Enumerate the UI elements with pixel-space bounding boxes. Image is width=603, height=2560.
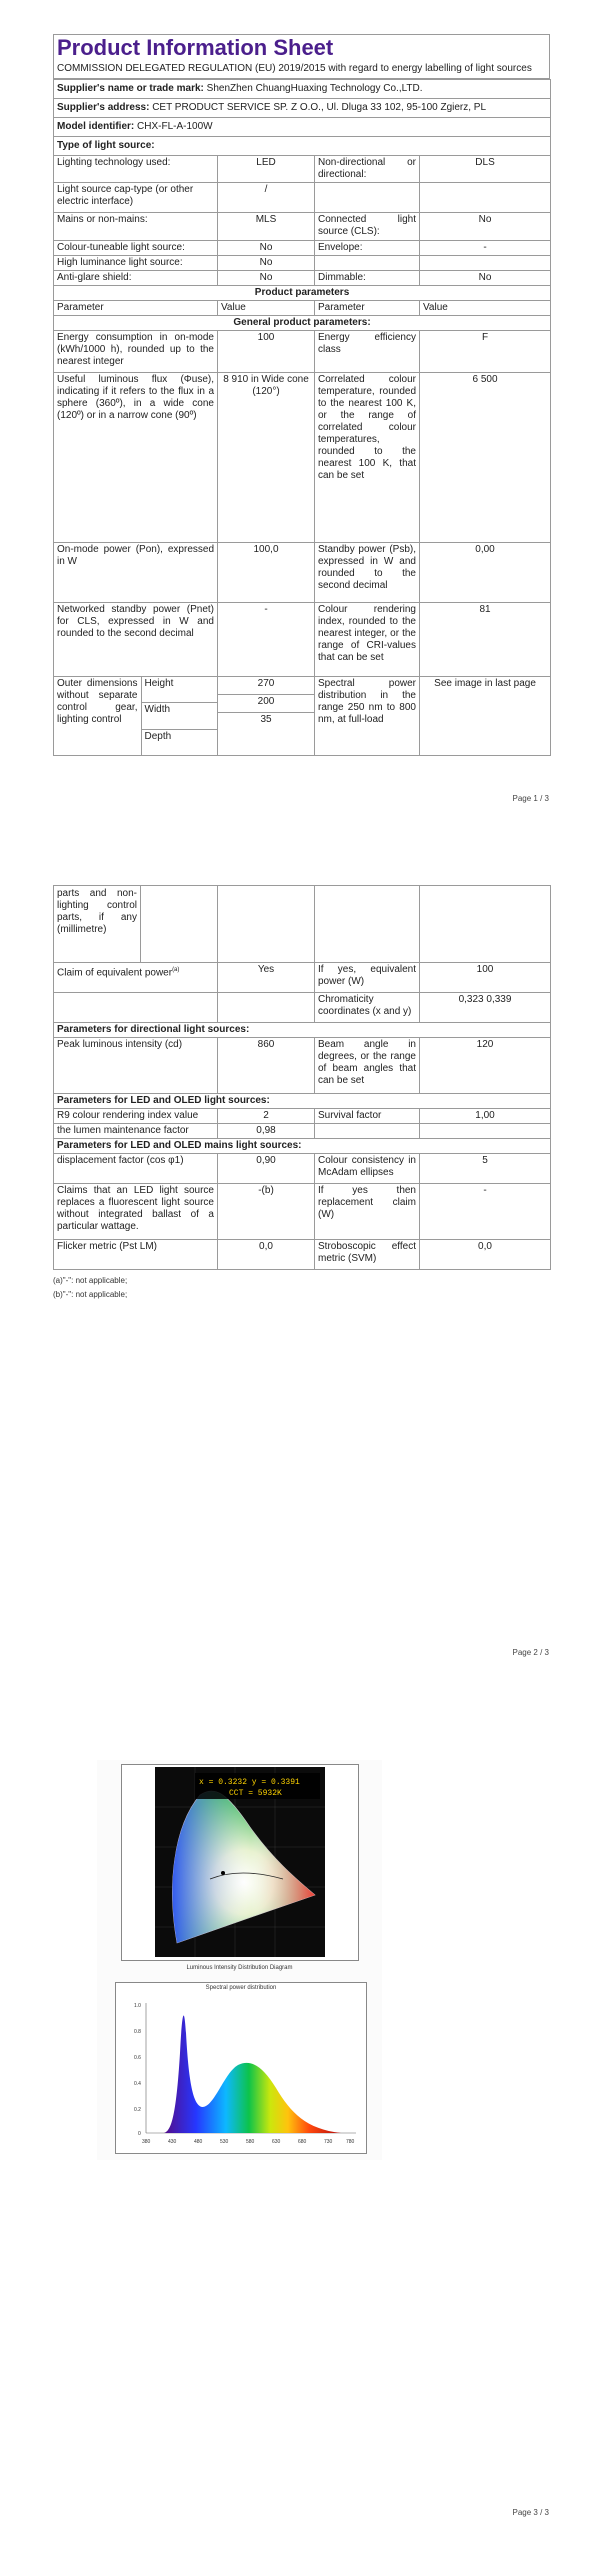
led-heading: Parameters for LED and OLED light sources:: [54, 1094, 551, 1109]
param-name: Chromaticity coordinates (x and y): [315, 993, 420, 1023]
col-header: Parameter: [54, 301, 218, 316]
type-param: High luminance light source:: [54, 256, 218, 271]
type-value: DLS: [420, 156, 551, 183]
param-name: [315, 1124, 420, 1139]
footnote-ref: (a): [172, 967, 180, 973]
type-row: [54, 271, 551, 286]
y-tick-label: 1.0: [134, 2003, 141, 2009]
supplier-address-label: Supplier's address:: [57, 102, 150, 113]
product-info-table-continued: [53, 885, 551, 1270]
dimensions-label: Outer dimensions without separate control gear, lighting control: [54, 677, 141, 755]
param-value: -: [420, 1184, 551, 1240]
cie-cct: CCT = 5932K: [229, 1789, 282, 1798]
param-name: Beam angle in degrees, or the range of beam angles that can be set: [315, 1038, 420, 1094]
param-name: If yes then replacement claim (W): [315, 1184, 420, 1240]
param-row: [54, 1109, 551, 1124]
dimensions-row: [54, 677, 551, 756]
type-param: Anti-glare shield:: [54, 271, 218, 286]
type-section-heading: Type of light source:: [54, 137, 551, 156]
param-value: -(b): [218, 1184, 315, 1240]
type-param: Envelope:: [315, 241, 420, 256]
page-1-sheet: [53, 34, 550, 756]
type-value: [420, 256, 551, 271]
param-value: Yes: [218, 963, 315, 993]
param-value: 81: [420, 603, 551, 677]
param-name: Networked standby power (Pnet) for CLS, expressed in W and rounded to the second decimal: [54, 603, 218, 677]
param-value: [218, 993, 315, 1023]
x-tick-label: 730: [324, 2139, 333, 2145]
dimension-value: 200: [218, 694, 314, 712]
cie-diagram-frame: [121, 1764, 359, 1961]
type-param: Dimmable:: [315, 271, 420, 286]
regulation-text: COMMISSION DELEGATED REGULATION (EU) 2019/2015 with regard to energy labelling of light sources: [53, 61, 550, 79]
param-value: 0,323 0,339: [420, 993, 551, 1023]
type-value: No: [218, 271, 315, 286]
product-info-table: [53, 79, 551, 756]
spectrum-title: Spectral power distribution: [205, 1985, 277, 1991]
type-value: No: [218, 241, 315, 256]
type-row: [54, 156, 551, 183]
type-param: Mains or non-mains:: [54, 213, 218, 241]
param-value: [420, 1124, 551, 1139]
param-value: F: [420, 331, 551, 373]
footnotes: [53, 1274, 550, 1302]
param-name: Colour rendering index, rounded to the nearest integer, or the range of CRI-values that can be set: [315, 603, 420, 677]
param-name: If yes, equivalent power (W): [315, 963, 420, 993]
param-value: 5: [420, 1154, 551, 1184]
mains-heading: Parameters for LED and OLED mains light sources:: [54, 1139, 551, 1154]
param-name: Energy consumption in on-mode (kWh/1000 h), rounded up to the nearest integer: [54, 331, 218, 373]
type-value: -: [420, 241, 551, 256]
param-name: Flicker metric (Pst LM): [54, 1240, 218, 1270]
param-name: Stroboscopic effect metric (SVM): [315, 1240, 420, 1270]
chromaticity-point: [221, 1871, 225, 1875]
type-param: Non-directional or directional:: [315, 156, 420, 183]
page-2-sheet: [53, 885, 550, 1302]
footnote: (a)"-": not applicable;: [53, 1276, 128, 1285]
x-tick-label: 530: [220, 2139, 229, 2145]
type-value: [420, 183, 551, 213]
type-value: MLS: [218, 213, 315, 241]
param-row: [54, 1154, 551, 1184]
param-row: [54, 543, 551, 603]
param-row: [54, 1124, 551, 1139]
dimension-name: Height: [141, 677, 217, 703]
x-tick-label: 380: [142, 2139, 151, 2145]
type-value: /: [218, 183, 315, 213]
spectral-power-chart: [116, 1993, 366, 2153]
y-tick-label: 0.8: [134, 2029, 141, 2035]
param-value: 0,00: [420, 543, 551, 603]
footnote: (b)"-": not applicable;: [53, 1290, 128, 1299]
directional-heading: Parameters for directional light sources:: [54, 1023, 551, 1038]
param-value: 120: [420, 1038, 551, 1094]
model-label: Model identifier:: [57, 121, 135, 132]
type-row: [54, 183, 551, 213]
y-tick-label: 0.4: [134, 2081, 141, 2087]
param-name: the lumen maintenance factor: [54, 1124, 218, 1139]
col-header: Value: [420, 301, 551, 316]
param-name: Colour consistency in McAdam ellipses: [315, 1154, 420, 1184]
supplier-name-value: ShenZhen ChuangHuaxing Technology Co.,LTD.: [206, 83, 423, 94]
param-row: [54, 1184, 551, 1240]
param-value: 0,0: [420, 1240, 551, 1270]
param-value: 6 500: [420, 373, 551, 543]
param-name: Energy efficiency class: [315, 331, 420, 373]
param-name: Claims that an LED light source replaces a fluorescent light source without integrated ballast of a particular wattage.: [54, 1184, 218, 1240]
col-header: Value: [218, 301, 315, 316]
sheet-title: Product Information Sheet: [53, 34, 550, 61]
y-tick-label: 0.2: [134, 2107, 141, 2113]
dimensions-label-continued: parts and non-lighting control parts, if any (millimetre): [54, 886, 141, 962]
param-value: See image in last page: [420, 677, 551, 756]
dimensions-subtable: [54, 677, 217, 755]
type-row: [54, 256, 551, 271]
param-name: Claim of equivalent power: [57, 967, 173, 979]
param-value: 1,00: [420, 1109, 551, 1124]
dimension-name: Depth: [141, 729, 217, 755]
param-value: 0,0: [218, 1240, 315, 1270]
x-tick-label: 480: [194, 2139, 203, 2145]
param-row: [54, 993, 551, 1023]
param-row: [54, 1240, 551, 1270]
y-tick-label: 0.6: [134, 2055, 141, 2061]
param-row: [54, 1038, 551, 1094]
param-value: -: [218, 603, 315, 677]
type-param: [315, 183, 420, 213]
dimensions-row-continued: [54, 886, 551, 963]
supplier-address-value: CET PRODUCT SERVICE SP. Z O.O., Ul. Dluga 33 102, 95-100 Zgierz, PL: [152, 102, 487, 113]
dimensions-values: [218, 677, 314, 755]
param-name: Standby power (Psb), expressed in W and rounded to the second decimal: [315, 543, 420, 603]
param-row: [54, 603, 551, 677]
param-name: Useful luminous flux (Φuse), indicating if it refers to the flux in a sphere (360º), in a wide cone (120º) or in a narrow cone (90º): [54, 373, 218, 543]
param-name: On-mode power (Pon), expressed in W: [54, 543, 218, 603]
product-params-heading: Product parameters: [54, 286, 551, 301]
type-param: Colour-tuneable light source:: [54, 241, 218, 256]
x-tick-label: 680: [298, 2139, 307, 2145]
param-name: Correlated colour temperature, rounded to the nearest 100 K, or the range of correlated colour temperatures, rounded to the nearest 100 K, that can be set: [315, 373, 420, 543]
param-row: [54, 373, 551, 543]
type-value: No: [218, 256, 315, 271]
type-param: Lighting technology used:: [54, 156, 218, 183]
spectrum-frame: [115, 1982, 367, 2154]
dimension-name: Width: [141, 703, 217, 730]
x-tick-label: 780: [346, 2139, 355, 2145]
x-tick-label: 430: [168, 2139, 177, 2145]
figures-panel: [97, 1760, 382, 2160]
param-value: 860: [218, 1038, 315, 1094]
type-value: No: [420, 271, 551, 286]
y-tick-label: 0: [138, 2131, 141, 2137]
type-row: [54, 213, 551, 241]
param-name: R9 colour rendering index value: [54, 1109, 218, 1124]
supplier-name-label: Supplier's name or trade mark:: [57, 83, 204, 94]
model-value: CHX-FL-A-100W: [137, 121, 213, 132]
type-param: Connected light source (CLS):: [315, 213, 420, 241]
param-name: Spectral power distribution in the range 250 nm to 800 nm, at full-load: [315, 677, 420, 756]
cie-chromaticity-diagram: [155, 1767, 325, 1957]
type-param: [315, 256, 420, 271]
type-row: [54, 241, 551, 256]
param-name: Peak luminous intensity (cd): [54, 1038, 218, 1094]
param-row: [54, 963, 551, 993]
param-value: 0,98: [218, 1124, 315, 1139]
dimension-value: 270: [218, 677, 314, 694]
param-value: 8 910 in Wide cone (120°): [218, 373, 315, 543]
spectrum-curve: [164, 2016, 341, 2133]
cie-caption: Luminous Intensity Distribution Diagram: [186, 1965, 293, 1971]
general-params-heading: General product parameters:: [54, 316, 551, 331]
dimension-value: 35: [260, 714, 272, 725]
col-header: Parameter: [315, 301, 420, 316]
type-value: LED: [218, 156, 315, 183]
x-tick-label: 630: [272, 2139, 281, 2145]
x-tick-label: 580: [246, 2139, 255, 2145]
param-value: 0,90: [218, 1154, 315, 1184]
page-number: Page 3 / 3: [512, 2508, 549, 2517]
type-param: Light source cap-type (or other electric interface): [54, 183, 218, 213]
param-name: displacement factor (cos φ1): [54, 1154, 218, 1184]
param-value: 2: [218, 1109, 315, 1124]
param-value: 100: [420, 963, 551, 993]
param-name: Survival factor: [315, 1109, 420, 1124]
cie-readout: x = 0.3232 y = 0.3391: [199, 1778, 300, 1787]
page-number: Page 1 / 3: [512, 794, 549, 803]
param-name: [54, 993, 218, 1023]
page-number: Page 2 / 3: [512, 1648, 549, 1657]
type-value: No: [420, 213, 551, 241]
param-value: 100: [218, 331, 315, 373]
param-row: [54, 331, 551, 373]
param-value: 100,0: [218, 543, 315, 603]
column-headers: [54, 301, 551, 316]
